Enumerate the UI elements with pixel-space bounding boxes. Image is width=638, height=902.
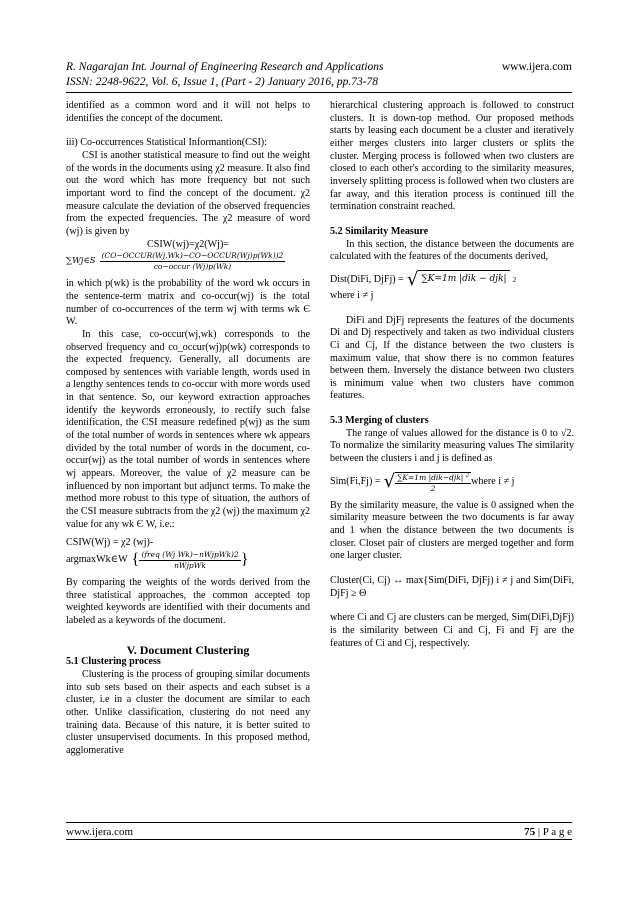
equation-numerator: (freq (Wj Wk)−nWjpWk)2 [141, 550, 239, 559]
paragraph: By comparing the weights of the words derived from the three statistical approaches, the common accepted top weighted keywords are identified with their documents and labeled as a keywords of the document. [66, 577, 310, 626]
equation-exponent: 2 [465, 472, 470, 479]
equation-argmax-label: argmaxWk∈W [66, 554, 128, 566]
equation-distance-body: ∑K=1m |dik − djk| [418, 270, 509, 290]
header-rule [66, 92, 572, 93]
equation-csi [66, 251, 310, 272]
page-footer [66, 822, 572, 840]
header-url[interactable]: www.ijera.com [501, 61, 572, 73]
paragraph: In this section, the distance between the documents are calculated with the features of the documents derived, [330, 238, 574, 263]
journal-title: R. Nagarajan Int. Journal of Engineering Research and Applications [66, 61, 384, 73]
equation-argmax: argmaxWk∈W { $\frac{\text{(freq (Wj Wk)−nWjpWk)2}}{\text{nWjpWk}}$ } [66, 550, 249, 570]
equation-similarity: Sim(Fi,Fj) = √ $\frac{\sum K=1m |dik-djk| ^2}{2}$ where i ≠ j [330, 470, 515, 493]
csi-heading: iii) Co-occurrences Statistical Informantion(CSI): [66, 137, 267, 149]
equation-cluster: Cluster(Ci, Cj) ↔ max{Sim(DiFi, DjFj) i ≠ j and Sim(DiFi, DjFj ≥ Θ [330, 575, 574, 599]
equation-csi-lhs: CSIW(wj)=χ2(Wj)= [146, 238, 230, 250]
page-label: | P a g e [537, 826, 572, 838]
section-heading: V. Document Clustering [126, 642, 250, 657]
subsection-heading: 5.2 Similarity Measure [330, 225, 429, 237]
equation-denominator: co−occur (Wj)p(Wk) [153, 262, 232, 272]
equation-denominator: 2 [430, 483, 436, 493]
equation-numerator: (CO−OCCUR(Wj,Wk)−CO−OCCUR(Wj)p(Wk))2 [101, 251, 284, 261]
paragraph: where Ci and Cj are clusters can be merged, Sim(DiFi,DjFj) is the similarity between Ci and Cj, Fi and Fj are the features of Ci and Cj, respectively. [330, 612, 574, 649]
equation-condition: where i ≠ j [330, 289, 374, 301]
page-number [524, 826, 572, 838]
equation-csi-adjusted: CSIW(Wj) = χ2 (wj)- [66, 537, 154, 549]
equation-sum: ∑Wj∈S [66, 256, 96, 267]
subsection-heading: 5.3 Merging of clusters [330, 415, 429, 427]
paragraph: By the similarity measure, the value is 0 assigned when the similarity measure between the two documents is far away and 1 when the distance between the two documents is closer. Closet pair of clusters are merged together and form one larger cluster. [330, 499, 574, 562]
right-column [330, 100, 574, 650]
paragraph: The range of values allowed for the distance is 0 to √2. To normalize the similarity measuring values The similarity between the clusters i and j is defined as [330, 427, 574, 465]
subsection-heading: 5.1 Clustering process [66, 656, 161, 668]
paragraph: identified as a common word and it will not helps to identifies the concept of the document. [66, 100, 310, 124]
issn-line: ISSN: 2248-9622, Vol. 6, Issue 1, (Part - 2) January 2016, pp.73-78 [66, 76, 379, 88]
equation-similarity-lhs: Sim(Fi,Fj) = [330, 476, 381, 488]
page-number-value: 75 [524, 826, 536, 838]
paragraph: DiFi and DjFj represents the features of the documents Di and Dj respectively and taken as two individual clusters Ci and Cj, If the distance between the two clusters is maximum value, that show there is no common features between them. Inversely the distance between two clusters is minimum value when two clusters have common features. [330, 314, 574, 402]
paragraph: Clustering is the process of grouping similar documents into sub sets based on their aspects and each subset is a cluster, i.e in a cluster the document are similar to each other. Unlike classification, clustering do not need any training data. Because of this nature, it is better suited to cluster unsupervised documents. In this proposed method, agglomerative [66, 668, 310, 756]
equation-distance-lhs: Dist(DiFi, DjFj) = [330, 273, 404, 285]
paragraph: In this case, co-occur(wj,wk) corresponds to the observed frequency and co_occur(wj)p(wk) corresponds to the expected frequency. Generally, all documents are composed by sentences with variable length, words used in a lengthy sentences tends to co-occur with more words used in that sentence. So, our keyword extraction approaches identify the keywords erroneously, to rectify such false identification, the CSI measure redefined p(wj) as the sum of the total number of words in sentences where wk appears divided by the total number of words in the document, co-occur(wj) as the total number of words in sentences where wj appears. Moreover, the value of χ2 measure can be influenced by non important but adjunct terms. To make the method more robust to this type of situation, the authors of the CSI measure subtracts from the χ2 (wj) the maximum χ2 value for any wk Є W, i.e.: [66, 328, 310, 530]
paragraph: CSI is another statistical measure to find out the weight of the words in the documents using χ2 measure. It also find out the word which has more frequency but not such important word to find the concept of the document. χ2 measure calculate the deviation of the observed frequencies from the expected frequencies. The χ2 measure of word (wj) is given by [66, 149, 310, 237]
paragraph: in which p(wk) is the probability of the word wk occurs in the sentence-term matrix and co-occur(wj) is the total number of co-occurrences of the term wj with terms wk Є W. [66, 278, 310, 328]
equation-denominator: nWjpWk [174, 561, 206, 570]
equation-numerator: ∑K=1m |dik−djk| [397, 472, 464, 482]
left-column [66, 100, 310, 758]
equation-condition: where i ≠ j [471, 476, 515, 488]
equation-distance: Dist(DiFi, DjFj) = √ ∑K=1m |dik − djk| 2 [330, 268, 517, 290]
paragraph: hierarchical clustering approach is followed to construct clusters. It is down-top method. Our proposed methods starts by leasing each document be a cluster and iteratively either merges clusters into larger clusters or splits the cluster. Merging process is followed when two clusters are closed to each other's according to the similarity measures, inversely splitting process is followed when two clusters are far away, and this iteration process is continued till the termination constraint reached. [330, 100, 574, 213]
footer-url[interactable]: www.ijera.com [66, 826, 134, 838]
page-header [66, 60, 572, 90]
